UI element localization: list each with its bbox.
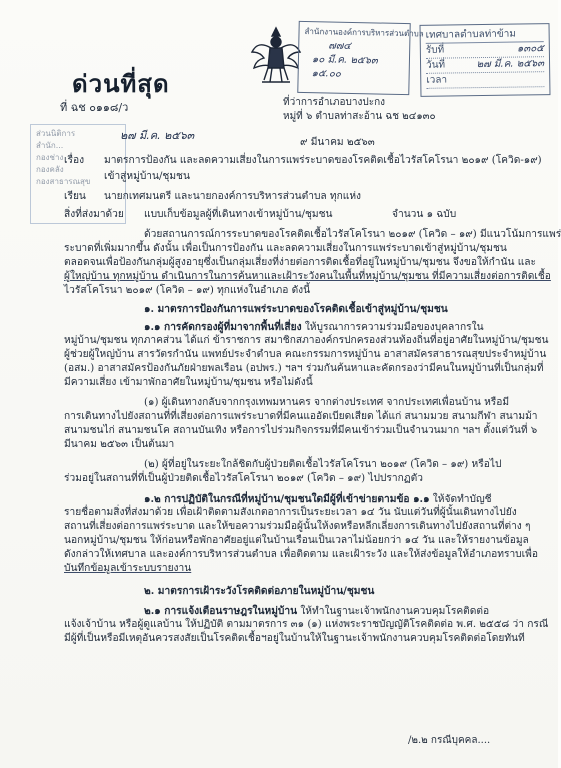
received-stamp-district [297, 21, 424, 95]
section-heading-2: ๒. มาตรการเฝ้าระวังโรคติดต่อภายในหมู่บ้าน/ชุมชน [144, 585, 375, 597]
address-line: ที่ว่าการอำเภอบางปะกง [283, 97, 386, 108]
attachment-label: สิ่งที่ส่งมาด้วย [64, 209, 124, 220]
paragraph-line: ผู้ช่วยผู้ใหญ่บ้าน สารวัตรกำนัน แพทย์ประจำตำบล คณะกรรมการหมู่บ้าน อาสาสมัครสาธารณสุขประจำหมู่บ้าน [64, 349, 547, 360]
routing-item: สำนัก... [36, 141, 64, 150]
attachment-name: แบบเก็บข้อมูลผู้ที่เดินทางเข้าหมู่บ้าน/ชุมชน [144, 209, 333, 220]
garuda-emblem-icon [248, 22, 304, 86]
stamp-right-time-row [426, 72, 544, 89]
address-line: หมู่ที่ ๖ ตำบลท่าสะอ้าน ฉช ๒๔๑๓๐ [283, 111, 436, 122]
subsection-text: ให้ทำในฐานะเจ้าพนักงานควบคุมโรคติดต่อ [297, 606, 490, 617]
paragraph-line: ดังกล่าวให้เทศบาล และองค์การบริหารส่วนตำบล เพื่อติดตาม และเฝ้าระวัง และให้ส่งข้อมูลให้อำเภอทราบเพื่อ [64, 549, 538, 560]
continuation-note: /๒.๒ กรณีบุคคล.... [408, 735, 491, 746]
section-heading-1: ๑. มาตรการป้องกันการแพร่ระบาดของโรคติดเชื้อเข้าสู่หมู่บ้าน/ชุมชน [144, 303, 448, 315]
paragraph-line: นอกหมู่บ้าน/ชุมชน ให้ก่อนหรือพักอาศัยอยู่แต่ในบ้านเรือนเป็นเวลาไม่น้อยกว่า ๑๔ วัน และให้รายงานข้อมูล [64, 535, 529, 546]
to-label: เรียน [64, 191, 86, 202]
routing-item: กองสาธารณสุข [36, 177, 91, 186]
paragraph-line: ตลอดจนเพื่อป้องกันกลุ่มผู้สูงอายุซึ่งเป็นกลุ่มเสี่ยงที่ง่ายต่อการติดเชื้อที่อยู่ในหมู่บ้าน/ชุมชน จึงขอให้กำนัน และ [64, 257, 536, 268]
subject-label: เรื่อง [64, 155, 85, 166]
paragraph-line: (อสม.) อาสาสมัครป้องกันภัยฝ่ายพลเรือน (อปพร.) ฯลฯ ร่วมกันค้นหาและคัดกรองว่ามีคนในหมู่บ้านที่เป็นกลุ่มที่ [64, 363, 544, 374]
paragraph-line: (๑) ผู้เดินทางกลับจากกรุงเทพมหานคร จากต่างประเทศ จากประเทศเพื่อนบ้าน หรือมี [144, 397, 510, 408]
subject-line-1: มาตรการป้องกัน และลดความเสี่ยงในการแพร่ระบาดของโรคติดเชื้อไวรัสโคโรนา ๒๐๑๙ (โควิด-๑๙) [104, 155, 542, 166]
paragraph-line: หมู่บ้าน/ชุมชน ทุกภาคส่วน ได้แก่ ข้าราชการ สมาชิกสภาองค์กรปกครองส่วนท้องถิ่นที่อยู่อาศัยในหมู่บ้าน/ชุมชน [64, 335, 549, 346]
paragraph-line: มีผู้ที่เป็นหรือมีเหตุอันควรสงสัยเป็นโรคติดเชื้อฯอยู่ในบ้านให้ในฐานะเจ้าพนักงานควบคุมโรคติดต่อโดยทันที [64, 633, 525, 644]
subsection-lead: ๒.๑ การแจ้งเตือนราษฎรในหมู่บ้าน [144, 605, 298, 617]
subsection-lead: ๑.๒ การปฏิบัติในกรณีที่หมู่บ้าน/ชุมชนใดมีผู้ที่เข้าข่ายตามข้อ ๑.๑ [144, 493, 430, 505]
received-stamp-municipality [420, 23, 551, 97]
attachment-count: จำนวน ๑ ฉบับ [392, 209, 457, 220]
stamp-org: สำนักงานองค์การบริหารส่วนตำบล [304, 26, 424, 39]
routing-item: ส่วนนิติการ [36, 129, 76, 138]
subsection-lead: ๑.๑ การคัดกรองผู้ที่มาจากพื้นที่เสี่ยง [144, 321, 302, 333]
paragraph-line: สถานที่เสี่ยงต่อการแพร่ระบาด และให้ขอความร่วมมือผู้นั้นให้งดหรือหลีกเลี่ยงการเดินทางไปยังสถานที่ต่าง ๆ [64, 521, 531, 532]
stamp-time: ๑๕.๐๐ [311, 68, 342, 80]
paragraph-line: บันทึกข้อมูลเข้าระบบรายงาน [64, 563, 192, 574]
paragraph-line [144, 492, 492, 507]
paragraph-line [144, 320, 484, 335]
paragraph-line: ผู้ใหญ่บ้าน ทุกหมู่บ้าน ดำเนินการในการค้นหาและเฝ้าระวังคนในพื้นที่หมู่บ้าน/ชุมชน ที่มีความเสี่ยงต่อการติดเชื้อ [64, 271, 551, 282]
to-recipient: นายกเทศมนตรี และนายกองค์การบริหารส่วนตำบล ทุกแห่ง [104, 191, 362, 202]
paragraph-line: การเดินทางไปยังสถานที่ที่เสี่ยงต่อการแพร่ระบาดที่มีคนแออัดเบียดเสียด ได้แก่ สนามมวย สนามกีฬา สนามม้า [64, 411, 538, 422]
stamp-right-date: ๒๗ มี.ค. ๒๕๖๓ [476, 58, 545, 71]
sender-address [283, 96, 523, 124]
subject-line-2: เข้าสู่หมู่บ้าน/ชุมชน [104, 171, 190, 182]
paragraph-line: รายชื่อตามสิ่งที่ส่งมาด้วย เพื่อเฝ้าติดตามสังเกตอาการเป็นระยะเวลา ๑๔ วัน นับแต่วันที่ผู้นั้นเดินทางไปยัง [64, 507, 517, 518]
paragraph-line: มีความเสี่ยง เข้ามาพักอาศัยในหมู่บ้าน/ชุมชน หรือไม่ดังนี้ [64, 377, 313, 388]
stamp-right-time-label: เวลา [426, 74, 448, 86]
stamp-right-received-number: ๑๓๐๕ [516, 43, 544, 55]
stamp-right-date-label: วันที่ [425, 59, 446, 71]
routing-item: กองช่าง [36, 153, 64, 162]
stamp-right-date-row [426, 57, 544, 74]
paragraph-line: ไวรัสโคโรนา ๒๐๑๙ (โควิด – ๑๙) ทุกแห่งในอำเภอ ดังนี้ [64, 285, 311, 296]
stamp-right-org: เทศบาลตำบลท่าข้าม [426, 27, 544, 44]
paragraph-line: ระบาดที่เพิ่มมากขึ้น ดังนั้น เพื่อเป็นการป้องกัน และลดความเสี่ยงในการแพร่ระบาดเข้าสู่หมู่บ้าน/ชุมชน [64, 243, 507, 254]
subsection-text: ให้จัดทำบัญชี [429, 494, 492, 505]
stamp-right-received-label: รับที่ [425, 44, 445, 56]
stamp-date: ๑๐ มี.ค. ๒๕๖๓ [311, 54, 378, 67]
stamp-received-number: ๗๗๔ [328, 40, 351, 52]
handwritten-date: ๒๗ มี.ค. ๒๕๖๓ [120, 129, 195, 142]
paragraph-line: แจ้งเจ้าบ้าน หรือผู้ดูแลบ้าน ให้ปฏิบัติ ตามมาตรการ ๓๑ (๑) แห่งพระราชบัญญัติโรคติดต่อ พ.ศ. ๒๕๕๘ ว่า กรณี [64, 619, 549, 630]
paragraph-line: ด้วยสถานการณ์การระบาดของโรคติดเชื้อไวรัสโคโรนา ๒๐๑๙ (โควิด – ๑๙) มีแนวโน้มการแพร่ [144, 229, 561, 240]
paragraph-line [144, 604, 489, 619]
paragraph-line: สนามชนไก่ สนามชนโค สถานบันเทิง หรือการไปร่วมกิจกรรมที่มีคนเข้าร่วมเป็นจำนวนมาก ฯลฯ ตั้งแต่วันที่ ๖ [64, 425, 538, 436]
letter-date: ๙ มีนาคม ๒๕๖๓ [300, 137, 375, 148]
paragraph-line: (๒) ผู้ที่อยู่ในระยะใกล้ชิดกับผู้ป่วยติดเชื้อไวรัสโคโรนา ๒๐๑๙ (โควิด – ๑๙) หรือไป [144, 459, 502, 470]
urgent-label: ด่วนที่สุด [72, 69, 170, 98]
subsection-text: ให้บูรณาการความร่วมมือของบุคลากรใน [301, 322, 484, 333]
document-number: ที่ ฉช ๐๑๑๘/ว [60, 101, 129, 114]
paragraph-line: ร่วมอยู่ในสถานที่ที่เป็นผู้ป่วยติดเชื้อไวรัสโคโรนา ๒๐๑๙ (โควิด – ๑๙) ไปปรากฏตัว [64, 473, 423, 484]
stamp-right-received-row [426, 42, 544, 59]
paragraph-line: มีนาคม ๒๕๖๓ เป็นต้นมา [64, 439, 175, 450]
routing-item: กองคลัง [36, 165, 64, 174]
